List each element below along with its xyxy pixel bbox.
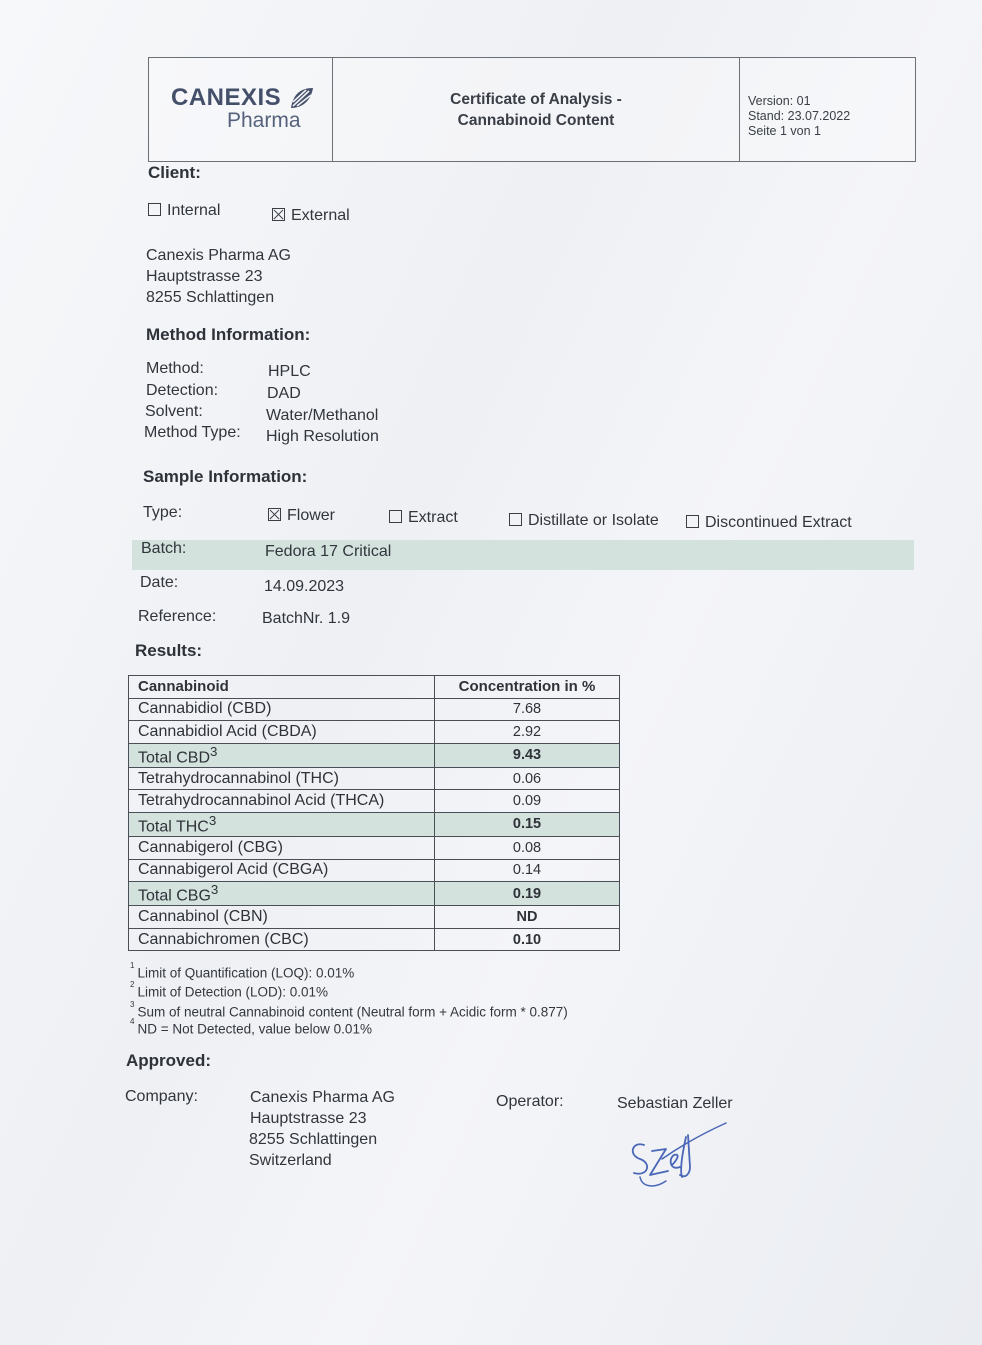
cannabinoid-name: Total THC$^3$ [129,812,435,836]
footnote: $^1$ Limit of Quantification (LOQ): 0.01% [130,961,355,981]
method-label: Method: [146,360,204,377]
client-address-line: Hauptstrasse 23 [146,268,263,285]
client-heading: Client: [148,163,201,182]
version-info [740,58,915,161]
table-row [129,721,620,744]
checked-box-icon [268,508,281,521]
table-row-total [129,812,620,836]
table-row [129,837,620,860]
reference-label: Reference: [138,608,217,625]
footnote-ref: 3 [210,743,218,759]
client-address-line: Canexis Pharma AG [146,247,291,264]
operator-label: Operator: [496,1093,564,1110]
concentration-value: 9.43 [435,743,620,767]
footnote: $^4$ ND = Not Detected, value below 0.01% [130,1017,372,1037]
concentration-value: 0.15 [435,812,620,836]
checkbox-icon [148,203,161,216]
cannabinoid-name: Cannabidiol Acid (CBDA) [129,721,435,744]
cannabinoid-name: Tetrahydrocannabinol Acid (THCA) [129,790,435,813]
concentration-value: 0.09 [435,790,620,813]
cannabinoid-name: Cannabinol (CBN) [129,906,435,929]
batch-label: Batch: [141,540,187,557]
type-option-flower: Flower [268,507,335,525]
cannabinoid-name: Cannabigerol Acid (CBGA) [129,859,435,882]
leaf-icon [289,86,315,110]
checkbox-icon [509,513,522,526]
company-logo [149,58,333,161]
table-row [129,790,620,813]
date-label: Date: [140,574,179,591]
footnote-ref: 3 [208,812,217,828]
company-line: Switzerland [249,1152,332,1169]
results-heading: Results: [135,641,203,660]
company-line: Canexis Pharma AG [250,1089,395,1106]
method-label: Solvent: [145,403,203,420]
footnote: $^3$ Sum of neutral Cannabinoid content (Neutral form + Acidic form * 0.877) [130,1000,568,1020]
type-label: Type: [143,504,183,521]
column-header-cannabinoid: Cannabinoid [129,676,435,699]
table-row [129,767,620,790]
cannabinoid-name: Cannabigerol (CBG) [129,837,435,860]
method-label: Detection: [146,382,219,399]
concentration-value: 0.14 [435,859,620,882]
concentration-value: 7.68 [435,698,620,721]
stand-date: Stand: 23.07.2022 [748,109,851,123]
type-option-distillate: Distillate or Isolate [509,512,659,530]
checkbox-icon [686,515,699,528]
checkbox-icon [389,510,402,523]
method-value: HPLC [268,363,311,380]
type-option-discontinued: Discontinued Extract [686,514,852,532]
cannabinoid-name: Total CBG$^3$ [129,882,435,906]
document-title [333,58,740,161]
company-line: 8255 Schlattingen [249,1131,378,1148]
concentration-value: 2.92 [435,721,620,744]
title-line-2: Cannabinoid Content [457,111,615,129]
document-header [148,57,916,162]
results-table [128,675,620,951]
footnote-ref: 3 [210,882,219,898]
cannabinoid-name: Tetrahydrocannabinol (THC) [129,767,435,790]
method-value: High Resolution [266,428,379,445]
table-row [129,859,620,882]
date-value: 14.09.2023 [264,578,345,595]
logo-name: CANEXIS [171,84,282,111]
client-address-line: 8255 Schlattingen [146,289,275,306]
batch-value: Fedora 17 Critical [265,543,392,560]
method-label: Method Type: [144,424,241,441]
batch-highlight [132,540,914,570]
checked-box-icon [272,208,285,221]
signature-icon [622,1115,734,1195]
table-header-row [129,676,620,699]
client-option-external: External [272,207,350,225]
footnote: $^2$ Limit of Detection (LOD): 0.01% [130,980,329,1000]
company-label: Company: [125,1088,198,1105]
cannabinoid-name: Cannabichromen (CBC) [129,928,435,951]
concentration-value: 0.06 [435,767,620,790]
logo-sub: Pharma [227,109,301,132]
operator-name: Sebastian Zeller [617,1095,733,1112]
table-row-total [129,743,620,767]
page-number: Seite 1 von 1 [748,124,821,138]
method-value: DAD [267,385,301,402]
title-line-1: Certificate of Analysis - [450,90,622,108]
table-row [129,928,620,951]
reference-value: BatchNr. 1.9 [262,610,351,627]
column-header-concentration: Concentration in % [435,676,620,699]
table-row [129,906,620,929]
method-value: Water/Methanol [266,407,379,424]
sample-heading: Sample Information: [143,467,308,486]
table-row [129,698,620,721]
concentration-value: 0.19 [435,882,620,906]
concentration-value: 0.08 [435,837,620,860]
concentration-value: 0.10 [435,928,620,951]
cannabinoid-name: Cannabidiol (CBD) [129,698,435,721]
concentration-value: ND [435,906,620,929]
method-heading: Method Information: [146,325,311,344]
approved-heading: Approved: [126,1051,211,1070]
version: Version: 01 [748,94,811,108]
client-option-internal: Internal [148,202,220,220]
type-option-extract: Extract [389,509,458,527]
company-line: Hauptstrasse 23 [250,1110,367,1127]
table-row-total [129,882,620,906]
cannabinoid-name: Total CBD$^3$ [129,743,435,767]
